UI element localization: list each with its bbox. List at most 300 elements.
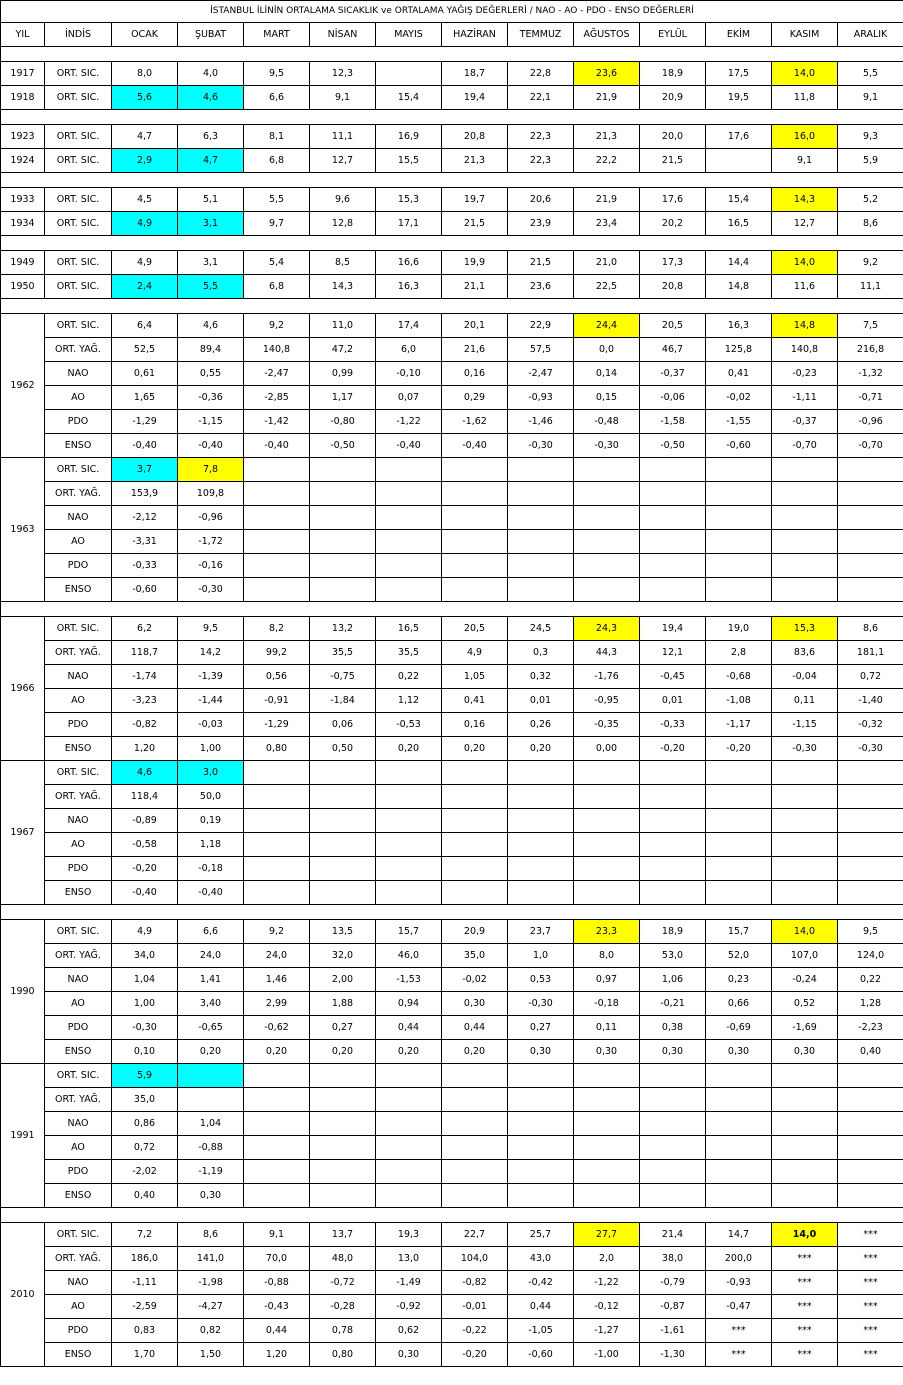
index-cell: ORT. SIC. [45, 458, 112, 482]
value-cell: 14,8 [772, 314, 838, 338]
table-row [1, 338, 903, 362]
value-cell [376, 857, 442, 881]
table-row [1, 188, 903, 212]
value-cell: -1,76 [574, 665, 640, 689]
value-cell: -1,08 [706, 689, 772, 713]
value-cell: 0,61 [112, 362, 178, 386]
value-cell: *** [772, 1343, 838, 1367]
value-cell: 109,8 [178, 482, 244, 506]
value-cell: -0,30 [772, 737, 838, 761]
value-cell: 3,40 [178, 992, 244, 1016]
column-header: YIL [1, 23, 45, 47]
table-row [1, 992, 903, 1016]
value-cell: 9,7 [244, 212, 310, 236]
index-cell: NAO [45, 506, 112, 530]
column-header: TEMMUZ [508, 23, 574, 47]
value-cell: 0,11 [574, 1016, 640, 1040]
value-cell [838, 1160, 903, 1184]
value-cell: 104,0 [442, 1247, 508, 1271]
year-cell: 1918 [1, 86, 45, 110]
year-cell: 1923 [1, 125, 45, 149]
value-cell [574, 458, 640, 482]
value-cell [244, 482, 310, 506]
value-cell: *** [706, 1343, 772, 1367]
value-cell: 20,8 [640, 275, 706, 299]
value-cell: -0,72 [310, 1271, 376, 1295]
value-cell: 0,44 [376, 1016, 442, 1040]
table-row [1, 1112, 903, 1136]
value-cell: 22,8 [508, 62, 574, 86]
value-cell: -1,61 [640, 1319, 706, 1343]
value-cell: -0,91 [244, 689, 310, 713]
value-cell [640, 506, 706, 530]
table-row [1, 1223, 903, 1247]
value-cell: 23,4 [574, 212, 640, 236]
value-cell: 20,1 [442, 314, 508, 338]
value-cell: 0,19 [178, 809, 244, 833]
value-cell: 0,27 [310, 1016, 376, 1040]
value-cell: 14,0 [772, 920, 838, 944]
value-cell: -1,53 [376, 968, 442, 992]
value-cell [244, 1184, 310, 1208]
value-cell: 4,7 [178, 149, 244, 173]
value-cell [574, 833, 640, 857]
value-cell: -1,58 [640, 410, 706, 434]
value-cell: 0,83 [112, 1319, 178, 1343]
table-row [1, 275, 903, 299]
index-cell: PDO [45, 1319, 112, 1343]
value-cell: 0,0 [574, 338, 640, 362]
value-cell [508, 833, 574, 857]
value-cell: 17,6 [706, 125, 772, 149]
value-cell [376, 458, 442, 482]
value-cell [772, 1184, 838, 1208]
value-cell [442, 554, 508, 578]
year-cell: 2010 [1, 1223, 45, 1367]
index-cell: ORT. YAĞ. [45, 944, 112, 968]
value-cell: 19,4 [640, 617, 706, 641]
index-cell: PDO [45, 857, 112, 881]
value-cell: -2,23 [838, 1016, 903, 1040]
index-cell: ORT. SIC. [45, 920, 112, 944]
table-row [1, 1064, 903, 1088]
value-cell [310, 1088, 376, 1112]
value-cell [838, 761, 903, 785]
value-cell [640, 482, 706, 506]
value-cell: 17,5 [706, 62, 772, 86]
value-cell [310, 1064, 376, 1088]
value-cell: 18,9 [640, 920, 706, 944]
value-cell: -1,15 [178, 410, 244, 434]
value-cell: 9,5 [178, 617, 244, 641]
value-cell: 22,7 [442, 1223, 508, 1247]
index-cell: AO [45, 689, 112, 713]
value-cell: 0,41 [442, 689, 508, 713]
value-cell [574, 809, 640, 833]
value-cell: 1,50 [178, 1343, 244, 1367]
value-cell: -1,05 [508, 1319, 574, 1343]
value-cell: 6,8 [244, 275, 310, 299]
value-cell: 1,06 [640, 968, 706, 992]
value-cell: -0,96 [838, 410, 903, 434]
value-cell: 22,3 [508, 125, 574, 149]
value-cell: 21,4 [640, 1223, 706, 1247]
value-cell: 0,00 [574, 737, 640, 761]
index-cell: ORT. YAĞ. [45, 641, 112, 665]
value-cell: -1,62 [442, 410, 508, 434]
value-cell: 3,0 [178, 761, 244, 785]
value-cell [772, 506, 838, 530]
value-cell: 1,18 [178, 833, 244, 857]
spacer-row [1, 1208, 903, 1223]
table-row [1, 1247, 903, 1271]
value-cell: -0,88 [178, 1136, 244, 1160]
value-cell: 0,40 [838, 1040, 903, 1064]
value-cell [310, 482, 376, 506]
value-cell [442, 1112, 508, 1136]
value-cell [838, 1184, 903, 1208]
value-cell: -0,24 [772, 968, 838, 992]
value-cell: 9,1 [310, 86, 376, 110]
value-cell [442, 857, 508, 881]
value-cell: -1,39 [178, 665, 244, 689]
value-cell: 21,3 [574, 125, 640, 149]
value-cell [706, 1088, 772, 1112]
column-header: EKİM [706, 23, 772, 47]
value-cell: 22,3 [508, 149, 574, 173]
table-row [1, 1016, 903, 1040]
value-cell: 0,30 [574, 1040, 640, 1064]
value-cell: -0,69 [706, 1016, 772, 1040]
value-cell: 13,7 [310, 1223, 376, 1247]
value-cell [838, 458, 903, 482]
index-cell: ORT. SIC. [45, 62, 112, 86]
value-cell: 4,5 [112, 188, 178, 212]
value-cell: 20,9 [442, 920, 508, 944]
value-cell: 0,50 [310, 737, 376, 761]
table-row [1, 386, 903, 410]
value-cell: -1,46 [508, 410, 574, 434]
spacer-cell [1, 110, 903, 125]
value-cell [508, 1064, 574, 1088]
value-cell: 0,06 [310, 713, 376, 737]
value-cell [442, 578, 508, 602]
value-cell: 9,1 [838, 86, 903, 110]
value-cell [772, 1160, 838, 1184]
value-cell [244, 530, 310, 554]
value-cell [442, 761, 508, 785]
value-cell: 5,2 [838, 188, 903, 212]
value-cell: -0,70 [772, 434, 838, 458]
value-cell: 6,8 [244, 149, 310, 173]
value-cell: -1,55 [706, 410, 772, 434]
value-cell: -1,29 [112, 410, 178, 434]
value-cell [838, 833, 903, 857]
value-cell: 99,2 [244, 641, 310, 665]
value-cell: 3,1 [178, 251, 244, 275]
value-cell: 0,20 [310, 1040, 376, 1064]
value-cell [310, 761, 376, 785]
value-cell: 19,7 [442, 188, 508, 212]
value-cell [310, 809, 376, 833]
value-cell [310, 458, 376, 482]
value-cell: 16,6 [376, 251, 442, 275]
value-cell: 4,6 [112, 761, 178, 785]
value-cell [574, 578, 640, 602]
value-cell: -1,42 [244, 410, 310, 434]
value-cell [838, 482, 903, 506]
index-cell: ENSO [45, 434, 112, 458]
value-cell [838, 857, 903, 881]
value-cell: 0,29 [442, 386, 508, 410]
value-cell: 0,22 [838, 968, 903, 992]
value-cell [706, 1160, 772, 1184]
spacer-cell [1, 905, 903, 920]
value-cell: 20,2 [640, 212, 706, 236]
index-cell: NAO [45, 968, 112, 992]
column-header: AĞUSTOS [574, 23, 640, 47]
value-cell: -0,30 [838, 737, 903, 761]
value-cell [574, 785, 640, 809]
value-cell [640, 857, 706, 881]
value-cell [376, 1160, 442, 1184]
value-cell: -0,20 [640, 737, 706, 761]
value-cell [706, 881, 772, 905]
value-cell: 89,4 [178, 338, 244, 362]
value-cell: -0,20 [706, 737, 772, 761]
value-cell: 24,3 [574, 617, 640, 641]
value-cell: -0,23 [772, 362, 838, 386]
value-cell: 0,97 [574, 968, 640, 992]
value-cell: 32,0 [310, 944, 376, 968]
value-cell: 35,5 [310, 641, 376, 665]
index-cell: ORT. YAĞ. [45, 482, 112, 506]
value-cell: 8,5 [310, 251, 376, 275]
table-row [1, 1136, 903, 1160]
value-cell: *** [838, 1223, 903, 1247]
value-cell: 15,4 [706, 188, 772, 212]
value-cell: -0,30 [574, 434, 640, 458]
table-row [1, 212, 903, 236]
value-cell: 7,5 [838, 314, 903, 338]
value-cell: -0,93 [508, 386, 574, 410]
value-cell: 4,6 [178, 314, 244, 338]
value-cell: 15,4 [376, 86, 442, 110]
value-cell: 11,6 [772, 275, 838, 299]
value-cell: 20,5 [442, 617, 508, 641]
value-cell: 70,0 [244, 1247, 310, 1271]
value-cell: 0,80 [310, 1343, 376, 1367]
value-cell: 6,6 [244, 86, 310, 110]
index-cell: ENSO [45, 1184, 112, 1208]
year-cell: 1924 [1, 149, 45, 173]
table-row [1, 920, 903, 944]
column-header: ARALIK [838, 23, 903, 47]
value-cell: -0,10 [376, 362, 442, 386]
value-cell: 0,16 [442, 713, 508, 737]
value-cell: -0,47 [706, 1295, 772, 1319]
value-cell [706, 578, 772, 602]
value-cell: 16,9 [376, 125, 442, 149]
value-cell: *** [838, 1271, 903, 1295]
value-cell: 4,7 [112, 125, 178, 149]
value-cell: -1,22 [376, 410, 442, 434]
value-cell [838, 506, 903, 530]
value-cell: 0,30 [178, 1184, 244, 1208]
value-cell: -1,74 [112, 665, 178, 689]
value-cell [244, 785, 310, 809]
value-cell: -2,47 [508, 362, 574, 386]
column-header: İNDİS [45, 23, 112, 47]
index-cell: ORT. SIC. [45, 275, 112, 299]
table-row [1, 665, 903, 689]
index-cell: AO [45, 833, 112, 857]
table-row [1, 785, 903, 809]
value-cell: 1,04 [112, 968, 178, 992]
value-cell: -1,44 [178, 689, 244, 713]
value-cell: -0,40 [112, 881, 178, 905]
value-cell [574, 530, 640, 554]
value-cell: 0,55 [178, 362, 244, 386]
value-cell: 6,0 [376, 338, 442, 362]
value-cell: 21,3 [442, 149, 508, 173]
value-cell [508, 1136, 574, 1160]
value-cell [442, 1088, 508, 1112]
value-cell [640, 785, 706, 809]
value-cell: 200,0 [706, 1247, 772, 1271]
value-cell: 46,7 [640, 338, 706, 362]
value-cell: -1,32 [838, 362, 903, 386]
value-cell: 0,30 [772, 1040, 838, 1064]
value-cell: 19,0 [706, 617, 772, 641]
value-cell: 0,23 [706, 968, 772, 992]
value-cell: 8,2 [244, 617, 310, 641]
column-header: KASIM [772, 23, 838, 47]
value-cell: 16,0 [772, 125, 838, 149]
value-cell: -1,98 [178, 1271, 244, 1295]
value-cell: -1,00 [574, 1343, 640, 1367]
value-cell [244, 1160, 310, 1184]
title-row [1, 1, 903, 23]
value-cell: 14,4 [706, 251, 772, 275]
table-row [1, 1040, 903, 1064]
value-cell: 16,5 [376, 617, 442, 641]
value-cell: 9,5 [838, 920, 903, 944]
value-cell [442, 530, 508, 554]
value-cell: 5,9 [838, 149, 903, 173]
spacer-row [1, 236, 903, 251]
value-cell [310, 578, 376, 602]
table-row [1, 968, 903, 992]
value-cell: 14,3 [772, 188, 838, 212]
value-cell [244, 1136, 310, 1160]
value-cell: 0,01 [640, 689, 706, 713]
value-cell [442, 1064, 508, 1088]
value-cell: *** [838, 1247, 903, 1271]
value-cell: 1,17 [310, 386, 376, 410]
table-row [1, 314, 903, 338]
table-row [1, 1343, 903, 1367]
value-cell: -0,82 [112, 713, 178, 737]
index-cell: ENSO [45, 1343, 112, 1367]
value-cell: 25,7 [508, 1223, 574, 1247]
value-cell: 181,1 [838, 641, 903, 665]
value-cell: -1,27 [574, 1319, 640, 1343]
value-cell: -0,45 [640, 665, 706, 689]
table-row [1, 617, 903, 641]
year-cell: 1990 [1, 920, 45, 1064]
column-header: OCAK [112, 23, 178, 47]
table-row [1, 857, 903, 881]
value-cell: 0,27 [508, 1016, 574, 1040]
year-cell: 1963 [1, 458, 45, 602]
value-cell [772, 530, 838, 554]
value-cell: 20,5 [640, 314, 706, 338]
value-cell [310, 1160, 376, 1184]
value-cell [508, 761, 574, 785]
value-cell [442, 881, 508, 905]
value-cell [838, 1064, 903, 1088]
value-cell: 0,40 [112, 1184, 178, 1208]
table-row [1, 554, 903, 578]
spacer-cell [1, 299, 903, 314]
value-cell: -0,60 [508, 1343, 574, 1367]
value-cell: 0,30 [376, 1343, 442, 1367]
value-cell [178, 1064, 244, 1088]
value-cell [574, 1088, 640, 1112]
value-cell: 2,0 [574, 1247, 640, 1271]
spacer-row [1, 110, 903, 125]
value-cell: 0,94 [376, 992, 442, 1016]
value-cell: -0,32 [838, 713, 903, 737]
value-cell: -0,88 [244, 1271, 310, 1295]
value-cell: 8,6 [178, 1223, 244, 1247]
value-cell [706, 1184, 772, 1208]
value-cell [706, 149, 772, 173]
value-cell: 6,4 [112, 314, 178, 338]
value-cell [772, 1088, 838, 1112]
value-cell: 11,8 [772, 86, 838, 110]
value-cell: *** [838, 1343, 903, 1367]
value-cell: 0,62 [376, 1319, 442, 1343]
table-row [1, 149, 903, 173]
value-cell: -0,80 [310, 410, 376, 434]
year-cell: 1933 [1, 188, 45, 212]
index-cell: ORT. SIC. [45, 86, 112, 110]
value-cell: -0,01 [442, 1295, 508, 1319]
value-cell: 0,32 [508, 665, 574, 689]
value-cell: 47,2 [310, 338, 376, 362]
table-row [1, 410, 903, 434]
value-cell: 21,1 [442, 275, 508, 299]
value-cell [310, 1112, 376, 1136]
value-cell: 9,2 [244, 314, 310, 338]
value-cell: -1,72 [178, 530, 244, 554]
value-cell [376, 1088, 442, 1112]
value-cell [508, 881, 574, 905]
value-cell [442, 785, 508, 809]
value-cell: 12,7 [772, 212, 838, 236]
value-cell: 0,10 [112, 1040, 178, 1064]
value-cell: 9,1 [244, 1223, 310, 1247]
value-cell [838, 1136, 903, 1160]
table-row [1, 689, 903, 713]
table-row [1, 1088, 903, 1112]
index-cell: AO [45, 530, 112, 554]
value-cell: 125,8 [706, 338, 772, 362]
value-cell: -1,19 [178, 1160, 244, 1184]
value-cell: 34,0 [112, 944, 178, 968]
